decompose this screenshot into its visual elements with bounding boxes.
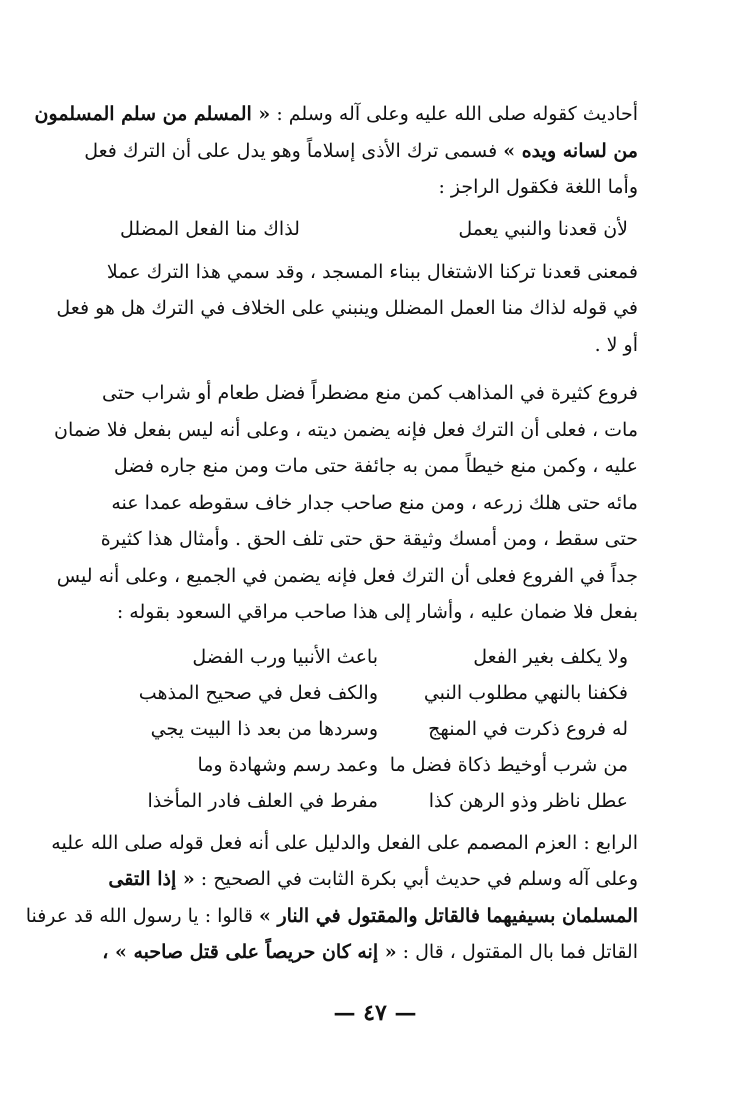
poem-second-hemistich: باعث الأنبيا ورب الفضل — [192, 645, 378, 668]
poem-second-hemistich: لذاك منا الفعل المضلل — [120, 217, 300, 240]
text-line: الرابع : العزم المصمم على الفعل والدليل على أنه فعل قوله صلى الله عليه — [51, 831, 638, 854]
hadith-quote: « إنه كان حريصاً على قتل صاحبه » ، — [102, 941, 397, 963]
text-line: مائه حتى هلك زرعه ، ومن منع صاحب جدار خاف سقوطه عمدا عنه — [111, 491, 638, 514]
poem-second-hemistich: والكف فعل في صحيح المذهب — [138, 681, 378, 704]
text-line: بفعل فلا ضمان عليه ، وأشار إلى هذا صاحب مراقي السعود بقوله : — [116, 601, 638, 623]
text-line: المسلمان بسيفيهما فالقاتل والمقتول في النار » قالوا : يا رسول الله قد عرفنا — [25, 904, 638, 927]
poem-second-hemistich: وسردها من بعد ذا البيت يجي — [150, 717, 378, 740]
text-line: وأما اللغة فكقول الراجز : — [438, 176, 638, 198]
text-line: فروع كثيرة في المذاهب كمن منع مضطراً فضل طعام أو شراب حتى — [101, 382, 638, 404]
hadith-quote: المسلمان بسيفيهما فالقاتل والمقتول في النار » — [258, 904, 638, 927]
poem-first-hemistich: عطل ناظر وذو الرهن كذا — [428, 789, 628, 812]
text-line: حتى سقط ، ومن أمسك وثيقة حق حتى تلف الحق . وأمثال هذا كثيرة — [100, 528, 638, 550]
text-line: عليه ، وكمن منع خيطاً ممن به جائفة حتى مات ومن منع جاره فضل — [113, 455, 638, 477]
poem-verse — [108, 783, 638, 819]
poem-first-hemistich: لأن قعدنا والنبي يعمل — [458, 217, 628, 240]
poem-first-hemistich: من شرب أوخيط ذكاة فضل ما — [389, 753, 628, 776]
poem-second-hemistich: مفرط في العلف فادر المأخذا — [147, 789, 378, 812]
poem-verse — [108, 675, 638, 711]
text-line: أحاديث كقوله صلى الله عليه وعلى آله وسلم : « المسلم من سلم المسلمون — [34, 103, 638, 125]
text-line: مات ، فعلى أن الترك فعل فإنه يضمن ديته ، وعلى أنه ليس بفعل فلا ضمان — [54, 418, 638, 441]
hadith-quote: من لسانه ويده » — [503, 139, 638, 162]
text-line: القاتل فما بال المقتول ، قال : « إنه كان حريصاً على قتل صاحبه » ، — [102, 941, 638, 963]
text-line: في قوله لذاك منا العمل المضلل وينبني على الخلاف في الترك هل هو فعل — [56, 297, 638, 319]
text-line: من لسانه ويده » فسمى ترك الأذى إسلاماً وهو يدل على أن الترك فعل — [84, 139, 638, 162]
poem-verse — [108, 639, 638, 675]
text-line: جداً في الفروع فعلى أن الترك فعل فإنه يضمن في الجميع ، وعلى أنه ليس — [56, 564, 638, 587]
hadith-quote: « المسلم من سلم المسلمون — [34, 103, 271, 125]
hadith-quote: « إذا التقى — [108, 868, 195, 890]
poem-verse — [108, 711, 638, 747]
poem-first-hemistich: فكفنا بالنهي مطلوب النبي — [423, 681, 628, 704]
poem-first-hemistich: ولا يكلف بغير الفعل — [473, 645, 628, 668]
poem-verse — [108, 210, 638, 248]
poem-block — [108, 639, 638, 819]
poem-verse — [108, 747, 638, 783]
page-number: — ٤٧ — — [333, 1000, 417, 1026]
text-line: فمعنى قعدنا تركنا الاشتغال ببناء المسجد ، وقد سمي هذا الترك عملا — [106, 260, 638, 283]
text-line: وعلى آله وسلم في حديث أبي بكرة الثابت في الصحيح : « إذا التقى — [108, 868, 638, 890]
poem-first-hemistich: له فروع ذكرت في المنهج — [428, 717, 628, 740]
text-line: أو لا . — [594, 333, 638, 356]
poem-second-hemistich: وعمد رسم وشهادة وما — [197, 753, 378, 776]
page-body — [25, 96, 638, 971]
